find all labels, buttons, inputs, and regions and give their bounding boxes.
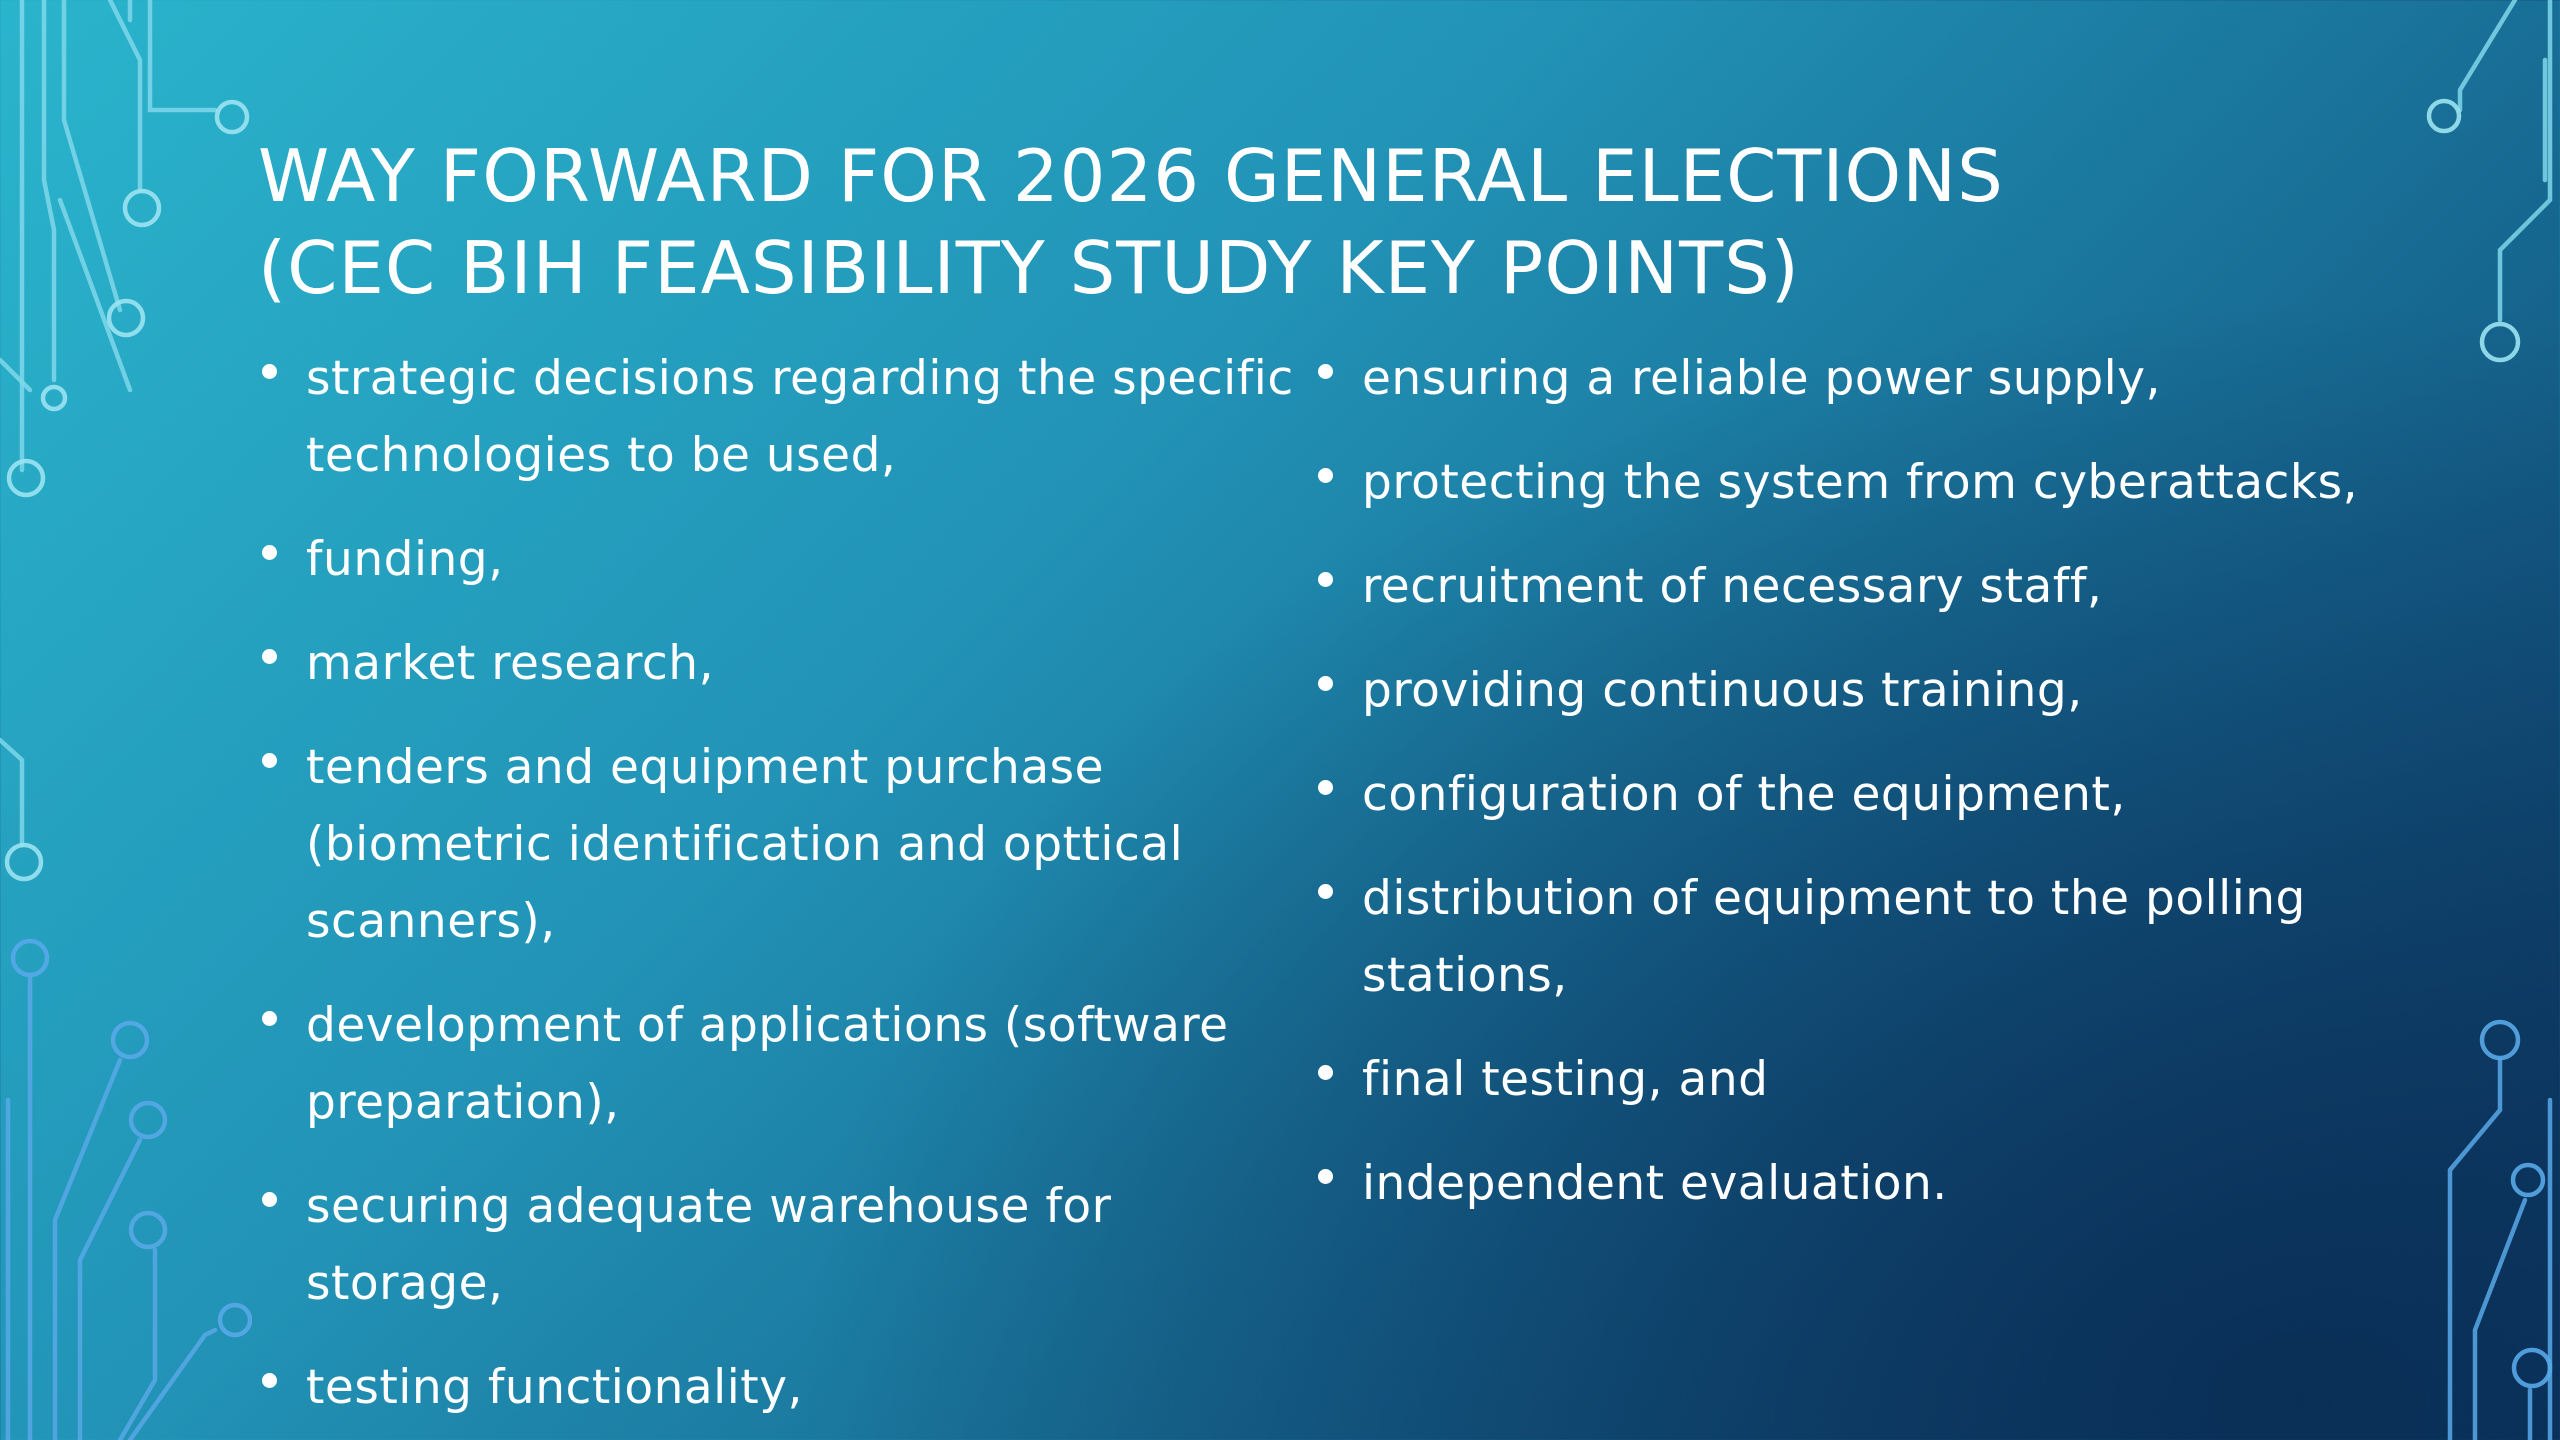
list-item	[262, 1349, 1302, 1426]
slide-title-line-2: (CEC BIH FEASIBILITY STUDY KEY POINTS)	[258, 226, 1800, 310]
bullet-icon	[1318, 780, 1333, 795]
list-item-text: funding,	[306, 532, 504, 587]
slide-title-line-1: WAY FORWARD FOR 2026 GENERAL ELECTIONS	[258, 134, 2004, 218]
bullet-icon	[262, 545, 277, 560]
bullet-icon	[1318, 884, 1333, 899]
circuit-decoration-left	[0, 0, 260, 1440]
list-item-text: final testing, and	[1362, 1052, 1769, 1107]
list-item-text: development of applications (software preparation),	[306, 998, 1229, 1130]
list-item-text: configuration of the equipment,	[1362, 767, 2126, 822]
list-item	[1318, 340, 2418, 417]
bullet-icon	[1318, 676, 1333, 691]
list-item-text: securing adequate warehouse for storage,	[306, 1179, 1112, 1311]
list-item	[1318, 548, 2418, 625]
list-item	[1318, 652, 2418, 729]
list-item	[262, 521, 1302, 598]
list-item-text: ensuring a reliable power supply,	[1362, 351, 2161, 406]
list-item-text: providing continuous training,	[1362, 663, 2083, 718]
bullet-icon	[262, 1011, 277, 1026]
list-item-text: independent evaluation.	[1362, 1156, 1948, 1211]
list-item-text: recruitment of necessary staff,	[1362, 559, 2103, 614]
list-item	[1318, 444, 2418, 521]
bullet-icon	[1318, 364, 1333, 379]
bullet-icon	[1318, 572, 1333, 587]
circuit-decoration-left-lower	[0, 0, 260, 1440]
bullet-icon	[262, 753, 277, 768]
list-item	[1318, 1145, 2418, 1222]
list-item-text: strategic decisions regarding the specific technologies to be used,	[306, 351, 1294, 483]
bullet-icon	[262, 1373, 277, 1388]
list-item-text: testing functionality,	[306, 1360, 803, 1415]
bullet-icon	[1318, 1065, 1333, 1080]
list-item-text: protecting the system from cyberattacks,	[1362, 455, 2359, 510]
bullet-icon	[262, 1192, 277, 1207]
list-item	[1318, 756, 2418, 833]
bullet-icon	[262, 364, 277, 379]
list-item	[1318, 860, 2418, 1014]
bullet-icon	[1318, 1169, 1333, 1184]
bullet-list-left	[262, 340, 1302, 1440]
list-item-text: market research,	[306, 636, 715, 691]
list-item	[262, 729, 1302, 960]
bullet-list-right	[1318, 340, 2418, 1249]
bullet-icon	[262, 649, 277, 664]
list-item	[262, 340, 1302, 494]
list-item	[262, 625, 1302, 702]
list-item-text: tenders and equipment purchase (biometric identification and opttical scanners),	[306, 740, 1184, 949]
list-item	[262, 1168, 1302, 1322]
bullet-icon	[1318, 468, 1333, 483]
list-item	[262, 987, 1302, 1141]
list-item	[1318, 1041, 2418, 1118]
slide-title	[258, 130, 2258, 314]
list-item-text: distribution of equipment to the polling stations,	[1362, 871, 2306, 1003]
